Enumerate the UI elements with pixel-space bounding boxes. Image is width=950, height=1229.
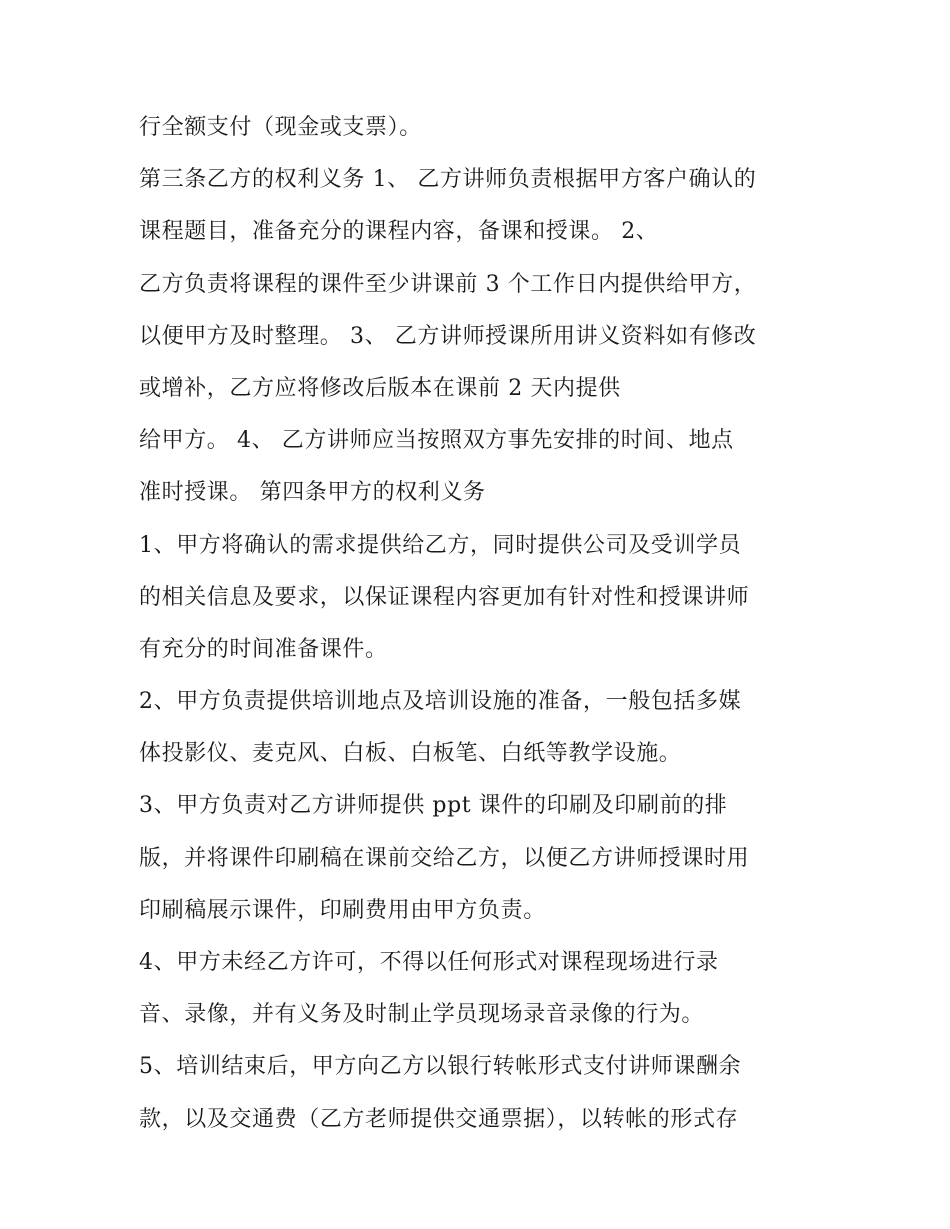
contract-body-text [139, 108, 839, 1152]
text-line: 课程题目，准备充分的课程内容，备课和授课。 2、 [139, 219, 659, 245]
text-line: 1、甲方将确认的需求提供给乙方，同时提供公司及受训学员 [139, 532, 742, 558]
text-line: 版，并将课件印刷稿在课前交给乙方，以便乙方讲师授课时用 [139, 845, 750, 871]
text-line: 有充分的时间准备课件。 [139, 636, 388, 662]
text-line: 的相关信息及要求，以保证课程内容更加有针对性和授课讲师 [139, 584, 750, 610]
text-line: 4、甲方未经乙方许可，不得以任何形式对课程现场进行录 [139, 950, 719, 975]
text-line: 准时授课。 第四条甲方的权利义务 [139, 480, 486, 506]
text-line: 体投影仪、麦克风、白板、白板笔、白纸等教学设施。 [139, 741, 682, 767]
text-line: 2、甲方负责提供培训地点及培训设施的准备，一般包括多媒 [139, 689, 742, 715]
text-line: 音、录像，并有义务及时制止学员现场录音录像的行为。 [139, 1002, 705, 1028]
text-line: 款，以及交通费（乙方老师提供交通票据），以转帐的形式存 [139, 1106, 739, 1132]
text-line: 乙方负责将课程的课件至少讲课前 3 个工作日内提供给甲方， [139, 271, 757, 297]
text-line: 行全额支付（现金或支票）。 [139, 115, 422, 140]
text-line: 或增补，乙方应将修改后版本在课前 2 天内提供 [139, 375, 621, 401]
text-line: 5、培训结束后，甲方向乙方以银行转帐形式支付讲师课酬余 [139, 1054, 742, 1080]
text-line: 第三条乙方的权利义务 1、 乙方讲师负责根据甲方客户确认的 [139, 167, 757, 193]
text-line: 3、甲方负责对乙方讲师提供 ppt 课件的印刷及印刷前的排 [139, 793, 728, 819]
text-line: 印刷稿展示课件，印刷费用由甲方负责。 [139, 897, 546, 923]
text-line: 给甲方。 4、 乙方讲师应当按照双方事先安排的时间、地点 [139, 428, 734, 454]
text-line: 以便甲方及时整理。 3、 乙方讲师授课所用讲义资料如有修改 [139, 323, 757, 349]
